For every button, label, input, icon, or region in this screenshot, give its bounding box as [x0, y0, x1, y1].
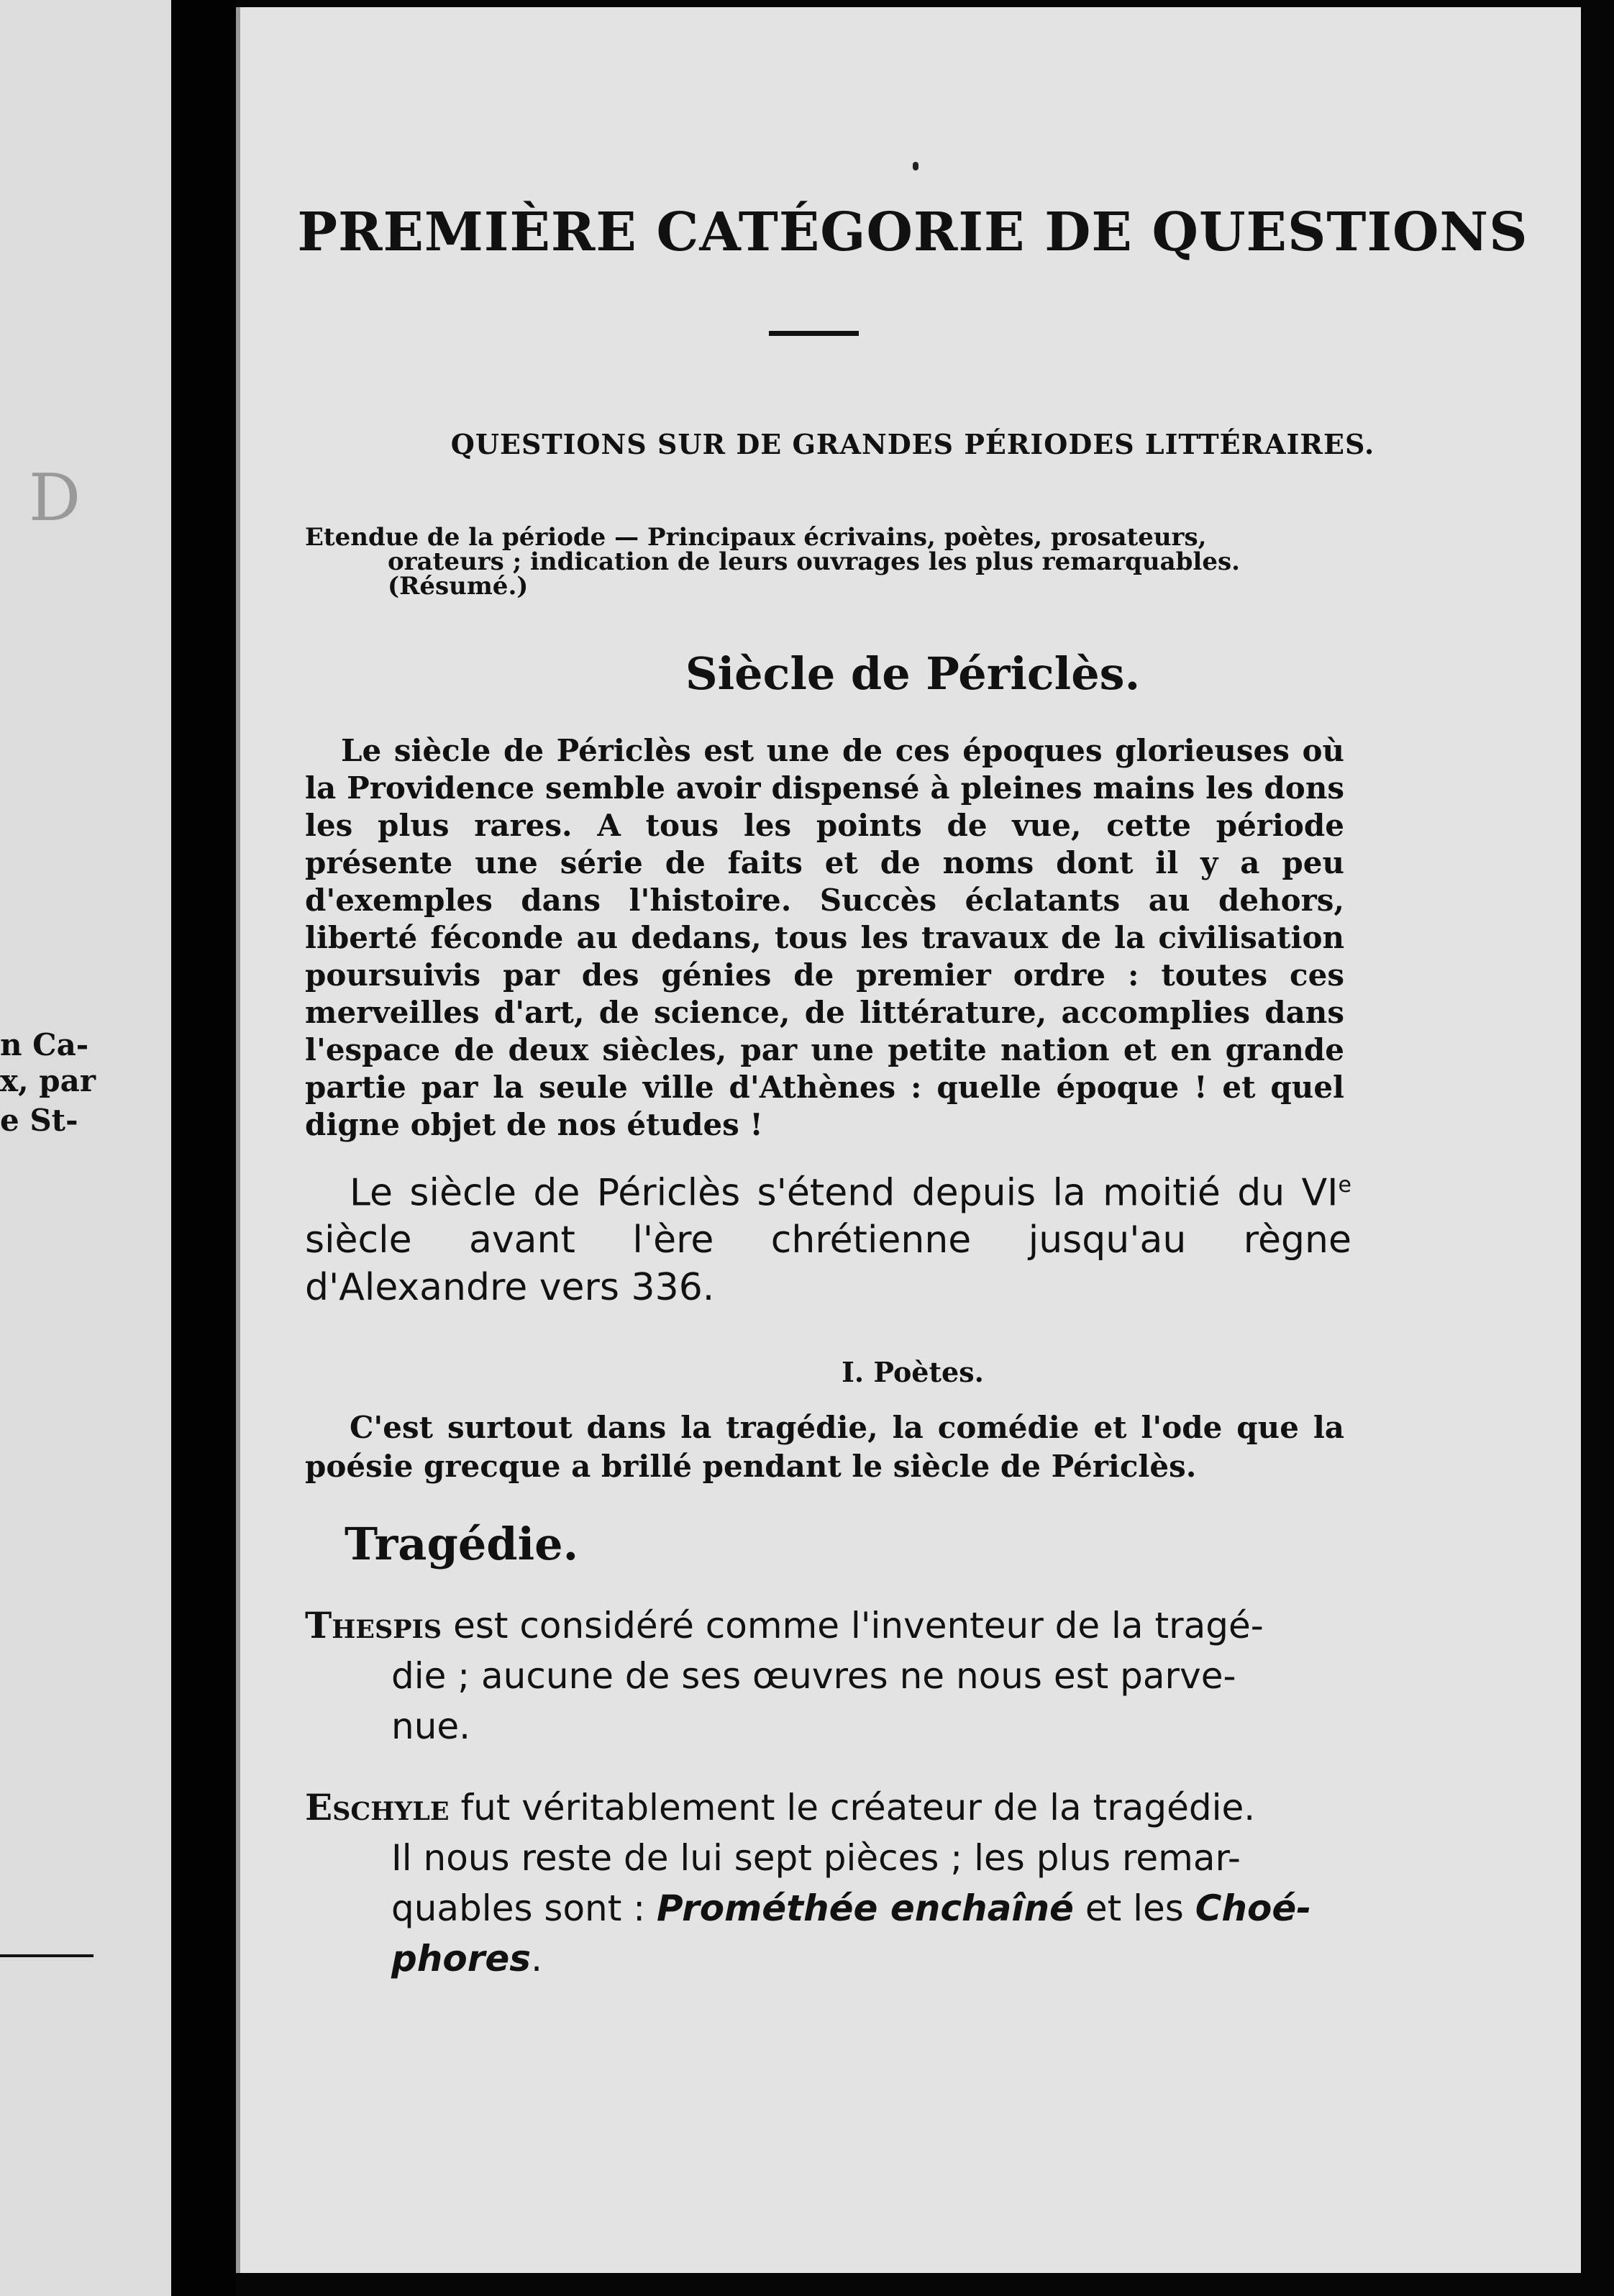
entry-continuation: Il nous reste de lui sept pièces ; les plus remar-	[391, 1837, 1241, 1879]
facing-text-line: e St-	[0, 1103, 78, 1138]
entry-eschyle	[305, 1782, 1344, 1984]
extent-superscript: e	[1338, 1172, 1351, 1198]
entry-text: quables sont :	[391, 1887, 657, 1929]
facing-page-rule	[0, 1954, 94, 1957]
entry-text: .	[531, 1938, 542, 1980]
scope-note	[305, 523, 1341, 601]
scope-line: orateurs ; indication de leurs ouvrages les plus remarquables.	[388, 547, 1240, 576]
author-name: Eschyle	[305, 1786, 450, 1828]
facing-text-line: x, par	[0, 1063, 96, 1098]
author-name: Thespis	[305, 1604, 442, 1646]
poets-heading: I. Poètes.	[842, 1356, 984, 1388]
entry-text: fut véritablement le créateur de la tragédie.	[449, 1787, 1256, 1828]
scope-line: (Résumé.)	[388, 572, 529, 601]
extent-text: Le siècle de Périclès s'étend depuis la moitié du VI	[350, 1171, 1339, 1215]
entry-first-line	[305, 1600, 1344, 1651]
extent-text: siècle avant l'ère chrétienne jusqu'au règne d'Alexandre vers 336.	[305, 1218, 1351, 1310]
extent-paragraph	[305, 1162, 1351, 1311]
intro-paragraph: Le siècle de Périclès est une de ces époques glorieuses où la Providence semble avoir dispensé à pleines mains les dons les plus rares. A tous les points de vue, cette période présente une série de faits et de noms dont il y a peu d'exemples dans l'histoire. Succès éclatants au dehors, liberté féconde au dedans, tous les travaux de la civilisation poursuivis par des génies de premier ordre : toutes ces merveilles d'art, de science, de littérature, accomplies dans l'espace de deux siècles, par une petite nation et en grande partie par la seule ville d'Athènes : quelle époque ! et quel digne objet de nos études !	[305, 733, 1344, 1142]
subheading: QUESTIONS SUR DE GRANDES PÉRIODES LITTÉRAIRES.	[450, 428, 1375, 460]
work-title: phores	[391, 1938, 532, 1980]
entry-continuation: nue.	[391, 1705, 471, 1747]
entry-first-line	[305, 1782, 1344, 1833]
title-rule	[769, 331, 859, 336]
book-gutter	[171, 0, 236, 2296]
entry-text: est considéré comme l'inventeur de la tragé-	[442, 1605, 1264, 1646]
facing-page-fragment	[0, 0, 171, 2296]
book-page	[236, 7, 1585, 2273]
work-title: Prométhée enchaîné	[656, 1887, 1074, 1929]
faint-bleed-letter: D	[29, 460, 81, 536]
section-title: Siècle de Périclès.	[685, 647, 1141, 700]
work-title: Choé-	[1195, 1887, 1312, 1929]
page-title: PREMIÈRE CATÉGORIE DE QUESTIONS	[297, 201, 1528, 263]
entry-continuation	[305, 1933, 1344, 1984]
scan-border	[1581, 0, 1614, 2296]
facing-text-line: n Ca-	[0, 1027, 89, 1062]
entry-thespis	[305, 1600, 1344, 1751]
entry-text: et les	[1073, 1887, 1195, 1929]
scope-line: Etendue de la période — Principaux écrivains, poètes, prosateurs,	[305, 523, 1207, 552]
entry-continuation: die ; aucune de ses œuvres ne nous est parve-	[391, 1655, 1236, 1697]
poets-intro: C'est surtout dans la tragédie, la comédie et l'ode que la poésie grecque a brillé pendant le siècle de Périclès.	[305, 1410, 1344, 1484]
tragedy-heading: Tragédie.	[345, 1518, 579, 1570]
ink-speck	[913, 162, 918, 170]
entry-continuation	[305, 1883, 1344, 1933]
